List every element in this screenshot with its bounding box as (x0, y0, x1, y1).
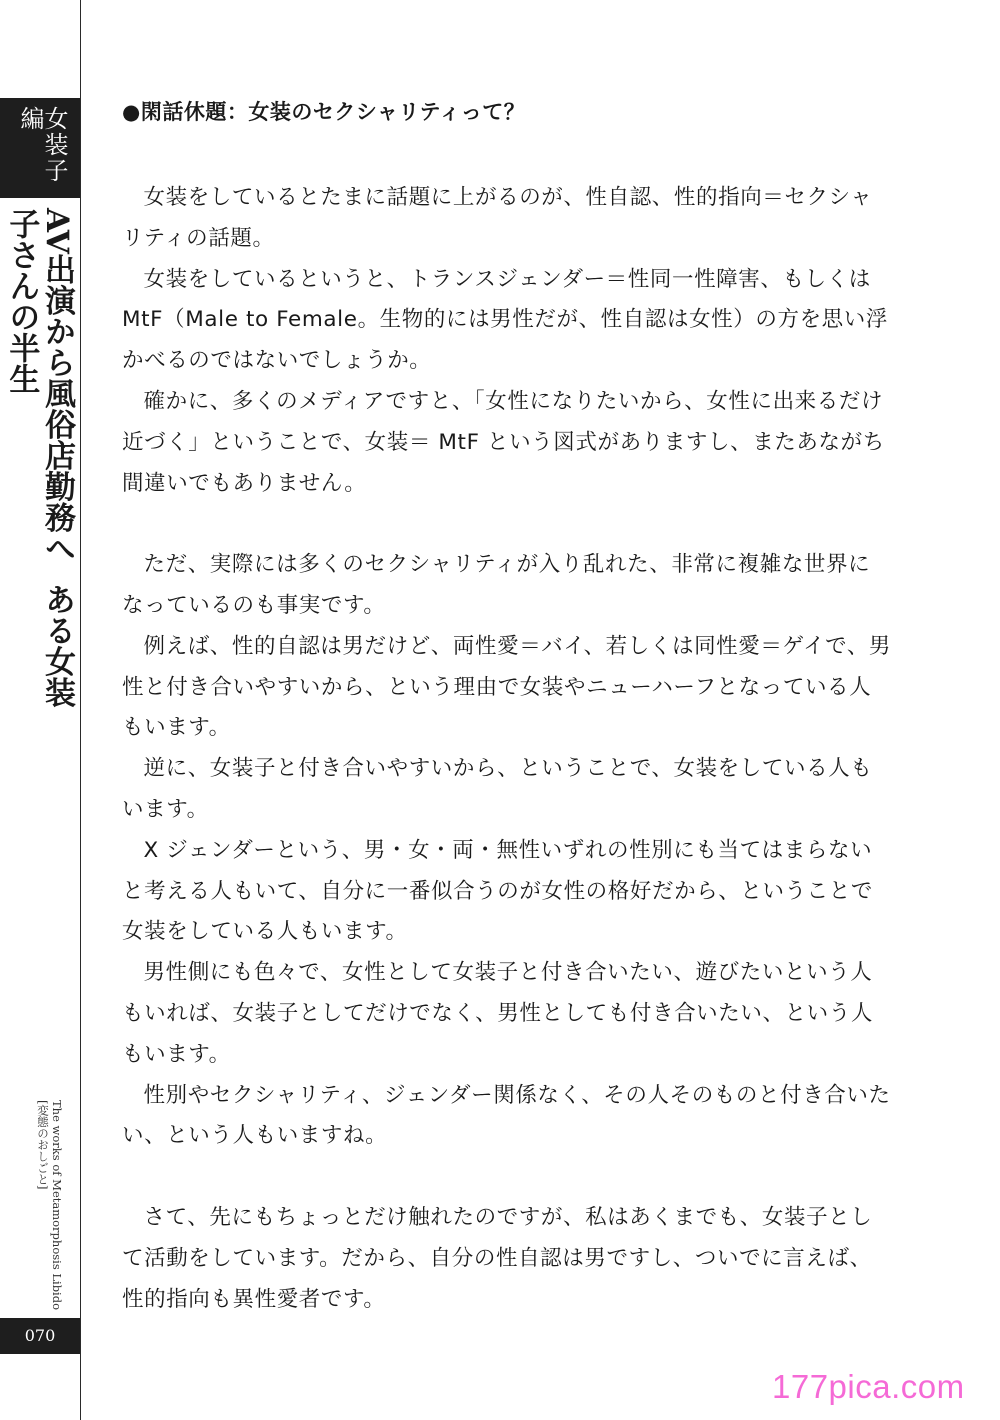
body-text (122, 178, 892, 1320)
series-tab (0, 98, 80, 198)
paragraph: 逆に、女装子と付き合いやすいから、ということで、女装をしている人もいます。 (122, 756, 873, 822)
book-credit-japanese: [変態のおしごと] (36, 1100, 50, 1190)
paragraph: ただ、実際には多くのセクシャリティが入り乱れた、非常に複雑な世界になっているのも事実です。 (122, 552, 871, 618)
section-heading: ●閑話休題：女装のセクシャリティって？ (122, 100, 526, 124)
book-title-part1: AV出演から風俗店勤務へ (39, 208, 75, 564)
page-number: 070 (0, 1318, 80, 1354)
paragraph: X ジェンダーという、男・女・両・無性いずれの性別にも当てはまらないと考える人もいて、自分に一番似合うのが女性の格好だから、ということで女装をしている人もいます。 (122, 837, 873, 945)
paragraph-break (122, 504, 892, 545)
paragraph: 例えば、性的自認は男だけど、両性愛＝バイ、若しくは同性愛＝ゲイで、男性と付き合いやすいから、という理由で女装やニューハーフとなっている人もいます。 (122, 633, 892, 741)
book-title (3, 208, 75, 728)
paragraph: 確かに、多くのメディアですと、「女性になりたいから、女性に出来るだけ近づく」ということで、女装＝ MtF という図式がありますし、またあながち間違いでもありません。 (122, 388, 885, 496)
paragraph: 女装をしているというと、トランスジェンダー＝性同一性障害、もしくは MtF（Male to Female。生物的には男性だが、性自認は女性）の方を思い浮かべるのではないでしょうか。 (122, 266, 888, 374)
paragraph-break (122, 1157, 892, 1198)
paragraph: 女装をしているとたまに話題に上がるのが、性自認、性的指向＝セクシャリティの話題。 (122, 185, 873, 251)
book-title-part2: ある女装子さんの半生 (3, 208, 75, 708)
series-label: 女装子編 (16, 106, 68, 184)
book-credit (24, 1100, 64, 1311)
margin-rule (80, 0, 81, 1420)
paragraph: 性別やセクシャリティ、ジェンダー関係なく、その人そのものと付き合いたい、という人もいますね。 (122, 1082, 891, 1149)
paragraph: 男性側にも色々で、女性として女装子と付き合いたい、遊びたいという人もいれば、女装子としてだけでなく、男性としても付き合いたい、という人もいます。 (122, 960, 873, 1067)
paragraph: さて、先にもちょっとだけ触れたのですが、私はあくまでも、女装子として活動をしています。だから、自分の性自認は男ですし、ついでに言えば、性的指向も異性愛者です。 (122, 1204, 873, 1312)
book-credit-english: The works of Metamorphosis Libido (50, 1100, 64, 1311)
watermark: 177pica.com (772, 1368, 965, 1405)
